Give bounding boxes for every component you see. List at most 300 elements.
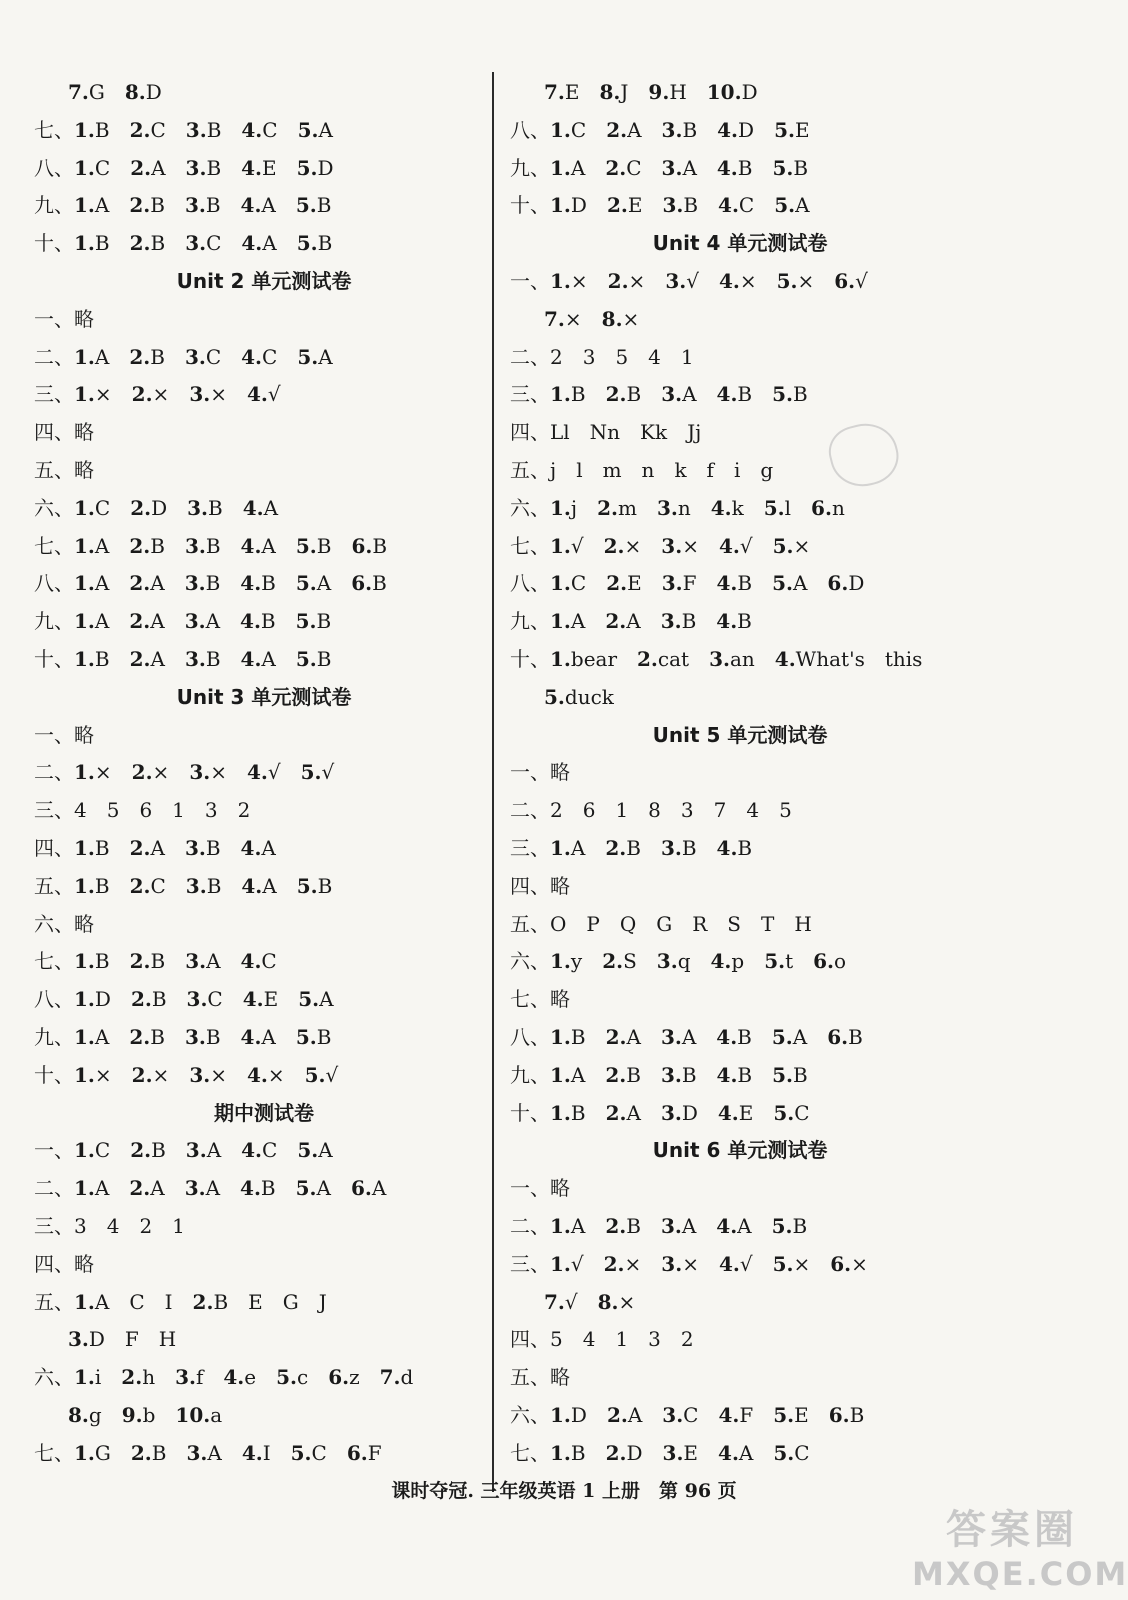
question-number: 5. [776, 268, 798, 293]
answer-value: D [317, 155, 334, 180]
answer-value: E [263, 987, 279, 1012]
question-number: 3. [68, 1327, 89, 1352]
answer-value: A [570, 1062, 586, 1087]
answer-value: C [626, 155, 642, 180]
answer-value: B [682, 117, 698, 142]
answer-value: B [206, 873, 222, 898]
question-number: 3. [656, 495, 678, 520]
question-number: 3. [184, 571, 206, 596]
question-number: 1. [550, 1024, 571, 1049]
question-number: 2. [129, 571, 151, 596]
answer-item [773, 1397, 809, 1435]
answer-item [240, 565, 276, 603]
question-number: 2. [605, 835, 627, 860]
question-number: 2. [129, 231, 151, 256]
answer-value: C [738, 193, 755, 218]
answer-value: C [205, 344, 222, 369]
section-number: 八、 [34, 571, 74, 596]
question-number: 1. [74, 1138, 95, 1163]
answer-value: E [564, 80, 580, 104]
answer-line [34, 1359, 494, 1397]
answer-item [605, 150, 641, 188]
answer-value: B [681, 835, 697, 860]
answer-item [189, 376, 227, 414]
question-number: 3. [189, 760, 211, 785]
question-number: 1. [550, 533, 571, 558]
question-number: 6. [811, 495, 832, 520]
answer-item [241, 187, 276, 225]
answer-line [34, 868, 494, 906]
answer-item [718, 187, 754, 225]
question-number: 1. [74, 193, 95, 218]
section-number: 二、2 6 1 8 3 7 4 5 [510, 798, 792, 823]
section-heading: Unit 5 单元测试卷 [652, 722, 828, 747]
question-number: 1. [74, 231, 95, 256]
watermark-logo-text: 答案圈 [946, 1507, 1078, 1553]
answer-item [661, 1095, 698, 1133]
question-number: 1. [550, 646, 571, 671]
answer-item [510, 490, 577, 528]
question-number: 3. [184, 533, 206, 558]
question-number: 1. [74, 344, 95, 369]
question-number: 1. [74, 1062, 95, 1087]
section-number: 九、 [34, 193, 74, 218]
section-number: 八、 [34, 155, 74, 180]
answer-line [34, 301, 494, 339]
question-number: 6. [813, 949, 835, 974]
answer-value: d [400, 1365, 414, 1390]
answer-value: B [150, 344, 165, 369]
question-number: 1. [74, 1024, 95, 1049]
question-number: 5. [772, 382, 794, 407]
section-number: 九、 [34, 1024, 74, 1049]
question-number: 1. [550, 1062, 571, 1087]
answer-item [510, 981, 570, 1019]
answer-value: C [150, 873, 166, 898]
question-number: 7. [544, 80, 565, 104]
section-number: 六、略 [34, 911, 94, 936]
answer-item [716, 1019, 752, 1057]
answer-line [34, 1057, 494, 1095]
question-number: 4. [716, 571, 738, 596]
answer-item [661, 603, 697, 641]
question-number: 5. [295, 1176, 317, 1201]
answer-item [510, 263, 588, 301]
answer-value: t [785, 949, 794, 974]
question-number: 1. [74, 571, 95, 596]
answer-value: A [626, 609, 641, 634]
answer-value: × [739, 268, 757, 293]
answer-line [510, 1397, 970, 1435]
question-number: 3. [709, 646, 730, 671]
answer-line [510, 906, 970, 944]
answer-line [34, 1435, 494, 1473]
question-number: 1. [74, 533, 95, 558]
answer-item [129, 565, 164, 603]
answer-item [717, 1057, 753, 1095]
answer-value: A [627, 1402, 643, 1427]
question-number: 7. [68, 80, 89, 104]
answer-value: B [260, 1176, 276, 1201]
section-number: 五、 [34, 1289, 74, 1314]
answer-item [129, 1170, 164, 1208]
answer-value: A [570, 835, 586, 860]
question-number: 3. [184, 609, 206, 634]
answer-item [185, 943, 220, 981]
question-number: 3. [185, 1138, 207, 1163]
answer-value: F [682, 571, 697, 596]
question-number: 1. [74, 987, 95, 1012]
section-number: 八、 [34, 987, 74, 1012]
answer-item [276, 1359, 308, 1397]
answer-item [607, 187, 643, 225]
answer-item [241, 225, 276, 263]
answer-line [34, 187, 494, 225]
answer-value: C [207, 987, 223, 1012]
answer-value: × [94, 760, 112, 785]
answer-item [597, 490, 637, 528]
answer-value: A [151, 155, 166, 180]
answer-line [34, 376, 494, 414]
answer-line [510, 187, 970, 225]
answer-item [606, 112, 641, 150]
answer-value: × [624, 533, 642, 558]
question-number: 1. [550, 1251, 571, 1276]
answer-item [665, 263, 699, 301]
answer-value: A [94, 193, 110, 218]
answer-line [34, 490, 494, 528]
answer-line [34, 754, 494, 792]
answer-item [662, 1397, 698, 1435]
answer-item [34, 339, 109, 377]
answer-value: A [681, 1024, 697, 1049]
answer-value: duck [564, 684, 614, 709]
answer-value: A [150, 609, 165, 634]
question-number: 1. [74, 155, 95, 180]
answer-item [827, 565, 864, 603]
answer-item [34, 187, 109, 225]
question-number: 1. [550, 268, 571, 293]
answer-item [328, 1359, 359, 1397]
answer-item [510, 1246, 584, 1284]
section-number: 七、 [34, 949, 74, 974]
section-number: 一、略 [34, 722, 94, 747]
answer-value: × [210, 382, 227, 407]
question-number: 4. [716, 1213, 738, 1238]
answer-item [34, 1170, 109, 1208]
question-number: 2. [129, 1176, 151, 1201]
answer-value: E [794, 117, 810, 142]
answer-value: p [731, 949, 745, 974]
answer-value: A [792, 571, 808, 596]
answer-line [510, 490, 970, 528]
answer-item [241, 943, 277, 981]
answer-value: B [317, 231, 333, 256]
question-number: 3. [661, 117, 683, 142]
answer-value: B [793, 382, 808, 407]
section-number: 三、 [510, 1251, 550, 1276]
answer-item [129, 187, 165, 225]
question-number: 2. [605, 382, 627, 407]
question-number: 8. [599, 80, 621, 104]
answer-line [34, 1170, 494, 1208]
answer-item [510, 754, 570, 792]
answer-value: B [150, 533, 165, 558]
answer-item [777, 263, 815, 301]
answer-item [718, 1435, 753, 1473]
answer-value: D [848, 571, 865, 596]
answer-item [510, 830, 585, 868]
answer-item [130, 830, 165, 868]
answer-item [510, 376, 586, 414]
answer-item [34, 528, 109, 566]
answer-item [661, 1208, 696, 1246]
answer-item [598, 1284, 636, 1322]
question-number: 3. [185, 155, 207, 180]
question-number: 2. [605, 1024, 627, 1049]
answer-item [510, 1057, 585, 1095]
question-number: 3. [185, 949, 207, 974]
section-number: 四、略 [34, 420, 94, 445]
answer-value: B [681, 609, 697, 634]
question-number: 4. [240, 571, 262, 596]
section-number: 十、 [510, 646, 550, 671]
answer-line [34, 1321, 494, 1359]
answer-value: B [94, 646, 110, 671]
answer-line [510, 868, 970, 906]
answer-value: A [262, 873, 277, 898]
section-number: 六、 [510, 949, 550, 974]
answer-value: √ [325, 1062, 339, 1087]
answer-value: B [570, 1024, 586, 1049]
answer-item [296, 1019, 332, 1057]
answer-item [175, 1397, 222, 1435]
answer-value: k [731, 495, 744, 520]
answer-value: n [831, 495, 845, 520]
answer-value: A [205, 609, 221, 634]
answer-value: B [94, 231, 110, 256]
answer-item [773, 1095, 809, 1133]
question-number: 3. [665, 268, 687, 293]
section-number: 二、 [34, 760, 74, 785]
question-number: 4. [718, 193, 739, 218]
answer-value: A [318, 344, 333, 369]
answer-line [510, 1246, 970, 1284]
answer-value: A [94, 344, 110, 369]
answer-value: × [210, 760, 227, 785]
question-number: 2. [597, 495, 618, 520]
answer-line [34, 1019, 494, 1057]
question-number: 6. [346, 1440, 368, 1465]
answer-value: √ [739, 1251, 753, 1276]
answer-line [510, 1208, 970, 1246]
answer-item [605, 1057, 641, 1095]
answer-value: D [738, 117, 755, 142]
answer-value: B [372, 571, 387, 596]
question-number: 5. [298, 987, 320, 1012]
answer-item [662, 112, 698, 150]
answer-item [648, 74, 686, 112]
question-number: 4. [242, 987, 264, 1012]
question-number: 1. [74, 646, 95, 671]
answer-item [711, 943, 745, 981]
answer-line [510, 1170, 970, 1208]
answer-item [34, 906, 94, 944]
answer-item [298, 112, 333, 150]
section-number: 四、 [34, 835, 74, 860]
answer-item [301, 754, 335, 792]
question-number: 1. [550, 1100, 571, 1125]
question-number: 1. [74, 609, 95, 634]
section-number: 十、 [510, 1100, 550, 1125]
question-number: 2. [605, 155, 627, 180]
answer-item [829, 1397, 865, 1435]
answer-item [605, 1208, 641, 1246]
answer-item [662, 565, 697, 603]
answer-item [296, 565, 331, 603]
answer-value: H [669, 80, 687, 104]
answer-line [34, 225, 494, 263]
answer-item [34, 1057, 112, 1095]
answer-value: C [94, 1138, 111, 1163]
answer-line [510, 1057, 970, 1095]
answer-line [510, 641, 970, 679]
question-number: 5. [773, 1402, 795, 1427]
answer-value: C [570, 117, 587, 142]
answer-value: C [262, 1138, 278, 1163]
section-number: 一、略 [510, 760, 570, 785]
answer-item [186, 868, 222, 906]
answer-item [544, 301, 582, 339]
question-number: 1. [550, 835, 571, 860]
question-number: 2. [603, 1251, 625, 1276]
answer-item [296, 187, 332, 225]
answer-value: A [263, 495, 279, 520]
answer-value: A [94, 1024, 110, 1049]
question-number: 3. [661, 1251, 683, 1276]
answer-line [34, 452, 494, 490]
answer-line [510, 1019, 970, 1057]
question-number: 5. [771, 1213, 793, 1238]
answer-item [34, 150, 110, 188]
answer-value: y [570, 949, 583, 974]
answer-item [657, 490, 691, 528]
question-number: 9. [648, 80, 670, 104]
question-number: 2. [605, 1100, 627, 1125]
section-number: 一、略 [510, 1176, 570, 1201]
answer-item [717, 112, 754, 150]
question-number: 9. [121, 1402, 143, 1427]
question-number: 1. [74, 1176, 95, 1201]
column-divider [492, 72, 494, 1492]
question-number: 4. [240, 835, 262, 860]
answer-value: B [316, 193, 332, 218]
answer-value: B [205, 571, 221, 596]
answer-value: A [682, 155, 697, 180]
section-number: 四、Ll Nn Kk Jj [510, 420, 702, 445]
answer-item [241, 641, 276, 679]
answer-item [606, 1435, 643, 1473]
section-number: 四、略 [34, 1251, 94, 1276]
answer-item [510, 565, 586, 603]
answer-value: B [316, 1024, 332, 1049]
answer-item [772, 150, 808, 188]
answer-item [34, 1435, 111, 1473]
question-number: 7. [544, 306, 565, 331]
section-number: 八、 [510, 1024, 550, 1049]
answer-item [34, 490, 110, 528]
section-number: 六、 [510, 1402, 550, 1427]
question-number: 2. [606, 1402, 628, 1427]
section-number: 七、 [34, 533, 74, 558]
answer-value: C [262, 344, 278, 369]
answer-value: B [316, 533, 332, 558]
question-number: 4. [718, 1440, 739, 1465]
question-number: 3. [660, 1213, 682, 1238]
answer-value: A [318, 1138, 333, 1163]
answer-value: B [151, 1440, 167, 1465]
question-number: 10. [175, 1402, 211, 1427]
answer-item [193, 1284, 327, 1322]
page-footer: 课时夺冠. 三年级英语 1 上册 第 96 页 [391, 1480, 737, 1502]
answer-value: × [152, 382, 170, 407]
answer-item [510, 1397, 587, 1435]
answer-item [185, 603, 220, 641]
answer-item [510, 187, 587, 225]
question-number: 2. [603, 533, 625, 558]
question-number: 1. [550, 155, 571, 180]
answer-item [602, 943, 637, 981]
answer-item [34, 717, 94, 755]
question-number: 2. [129, 873, 151, 898]
answer-item [510, 1095, 586, 1133]
answer-item [305, 1057, 339, 1095]
question-number: 8. [124, 80, 146, 104]
question-number: 3. [661, 382, 683, 407]
answer-line [510, 150, 970, 188]
question-number: 6. [350, 1176, 372, 1201]
answer-item [608, 263, 646, 301]
answer-value: D [681, 1100, 698, 1125]
answer-item [716, 565, 752, 603]
answer-value: A [94, 609, 110, 634]
question-number: 3. [184, 193, 206, 218]
question-number: 2. [129, 949, 151, 974]
question-number: 5. [295, 533, 317, 558]
answer-item [663, 1435, 699, 1473]
answer-item [298, 981, 333, 1019]
answer-item [130, 943, 166, 981]
answer-line [34, 565, 494, 603]
answer-value: × [94, 382, 112, 407]
question-number: 3. [662, 193, 684, 218]
answer-value: B [570, 1100, 586, 1125]
answer-value: √ [267, 760, 281, 785]
answer-item [297, 1132, 332, 1170]
answer-item [122, 1397, 156, 1435]
answer-value: A [207, 1440, 222, 1465]
question-number: 3. [184, 646, 206, 671]
answer-value: B [626, 382, 642, 407]
answer-value: B [737, 835, 753, 860]
answer-item [129, 528, 165, 566]
question-number: 3. [185, 873, 207, 898]
answer-value: √ [267, 382, 281, 407]
answer-line [510, 565, 970, 603]
answer-line [510, 112, 970, 150]
question-number: 6. [827, 1024, 849, 1049]
section-number: 八、 [510, 117, 550, 142]
